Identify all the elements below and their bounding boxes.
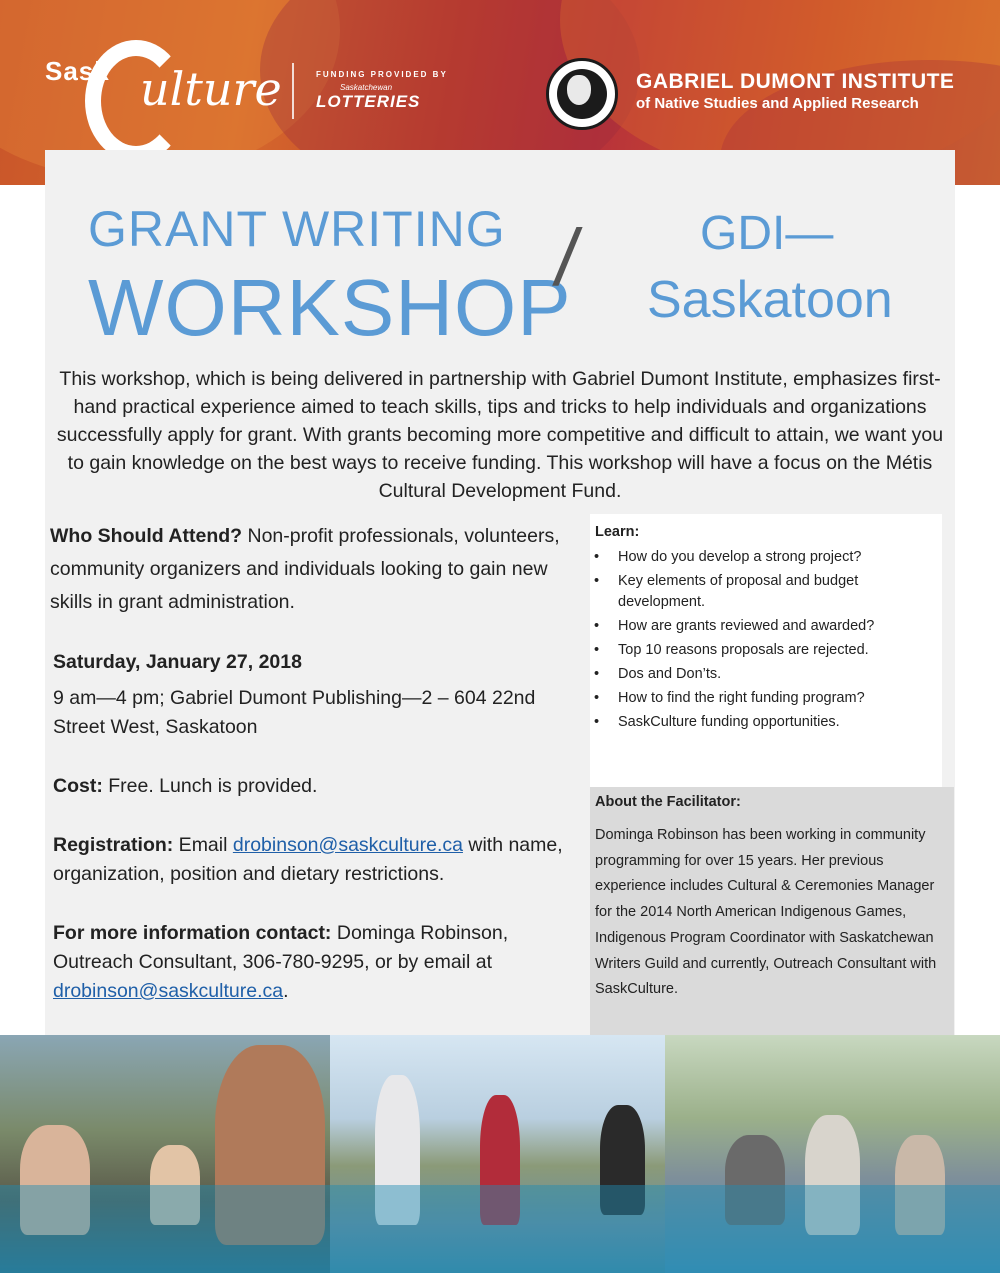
- gdi-emblem-icon: [546, 58, 618, 130]
- title-gdi: GDI—: [700, 207, 834, 260]
- lotteries-text: LOTTERIES: [316, 92, 421, 111]
- logo-sask-text: Sask: [45, 56, 110, 86]
- intro-paragraph: This workshop, which is being delivered in partnership with Gabriel Dumont Institute, emphasizes first-hand practical experience aimed to teach skills, tips and tricks to help individuals and organizations successfully apply for grant. With grants becoming more competitive and difficult to attain, we want you to gain knowledge on the best ways to receive funding. This workshop will have a focus on the Métis Cultural Development Fund.: [56, 368, 944, 502]
- list-item: • SaskCulture funding opportunities.: [618, 712, 918, 733]
- gdi-name: GABRIEL DUMONT INSTITUTE: [636, 70, 955, 93]
- registration-label: Registration:: [53, 834, 174, 856]
- event-registration: Registration: Email drobinson@saskculture.ca with name, organization, position and dietary restrictions.: [53, 834, 563, 885]
- facilitator-box: [590, 787, 954, 1035]
- facilitator-heading: About the Facilitator:: [595, 794, 741, 810]
- logo-culture-text: ulture: [140, 62, 282, 116]
- who-text: Non-profit professionals, volunteers, community organizers and individuals looking to gain new skills in grant administration.: [50, 525, 560, 613]
- cost-text: Free. Lunch is provided.: [102, 775, 318, 797]
- list-item: • How to find the right funding program?: [618, 688, 918, 709]
- facilitator-bio: Dominga Robinson has been working in community programming for over 15 years. Her previous experience includes Cultural & Ceremonies Manager for the 2014 North American Indigenous Games, Indigenous Program Coordinator with Saskatchewan Writers Guild and currently, Outreach Consultant with SaskCulture.: [595, 827, 937, 998]
- contact-label: For more information contact:: [53, 922, 332, 944]
- title-slash: /: [549, 213, 585, 302]
- list-item: • How are grants reviewed and awarded?: [618, 616, 918, 637]
- list-item: • Key elements of proposal and budget development.: [618, 571, 918, 613]
- list-item: • Dos and Don’ts.: [618, 664, 918, 685]
- title-grant-writing: GRANT WRITING: [88, 201, 506, 257]
- gdi-logo-text: [636, 70, 954, 112]
- logo-divider: [292, 63, 294, 119]
- event-time-location: 9 am—4 pm; Gabriel Dumont Publishing—2 – 604 22nd Street West, Saskatoon: [53, 687, 536, 738]
- funding-sub: Saskatchewan: [340, 83, 393, 92]
- title-workshop: WORKSHOP: [88, 263, 572, 352]
- event-date: Saturday, January 27, 2018: [53, 651, 302, 673]
- lotteries-logo: [316, 70, 448, 112]
- list-item: • How do you develop a strong project?: [618, 547, 918, 568]
- event-contact: For more information contact: Dominga Robinson, Outreach Consultant, 306-780-9295, or by email at drobinson@saskculture.ca.: [53, 922, 509, 1002]
- who-label: Who Should Attend?: [50, 525, 243, 547]
- funding-line: FUNDING PROVIDED BY: [316, 70, 448, 79]
- learn-heading: Learn:: [595, 524, 640, 540]
- list-item: • Top 10 reasons proposals are rejected.: [618, 640, 918, 661]
- event-details: [53, 648, 583, 1006]
- cost-label: Cost:: [53, 775, 103, 797]
- registration-email-link[interactable]: drobinson@saskculture.ca: [232, 834, 463, 856]
- photo-strip: [0, 1035, 1000, 1273]
- gdi-subtitle: of Native Studies and Applied Research: [636, 95, 919, 112]
- learn-box: [590, 514, 942, 787]
- event-cost: [53, 772, 583, 801]
- learn-list: [618, 544, 918, 733]
- photo-tint-overlay: [0, 1185, 1000, 1273]
- contact-email-link[interactable]: drobinson@saskculture.ca: [53, 980, 284, 1002]
- who-should-attend: [50, 520, 590, 619]
- title-saskatoon: Saskatoon: [647, 271, 893, 329]
